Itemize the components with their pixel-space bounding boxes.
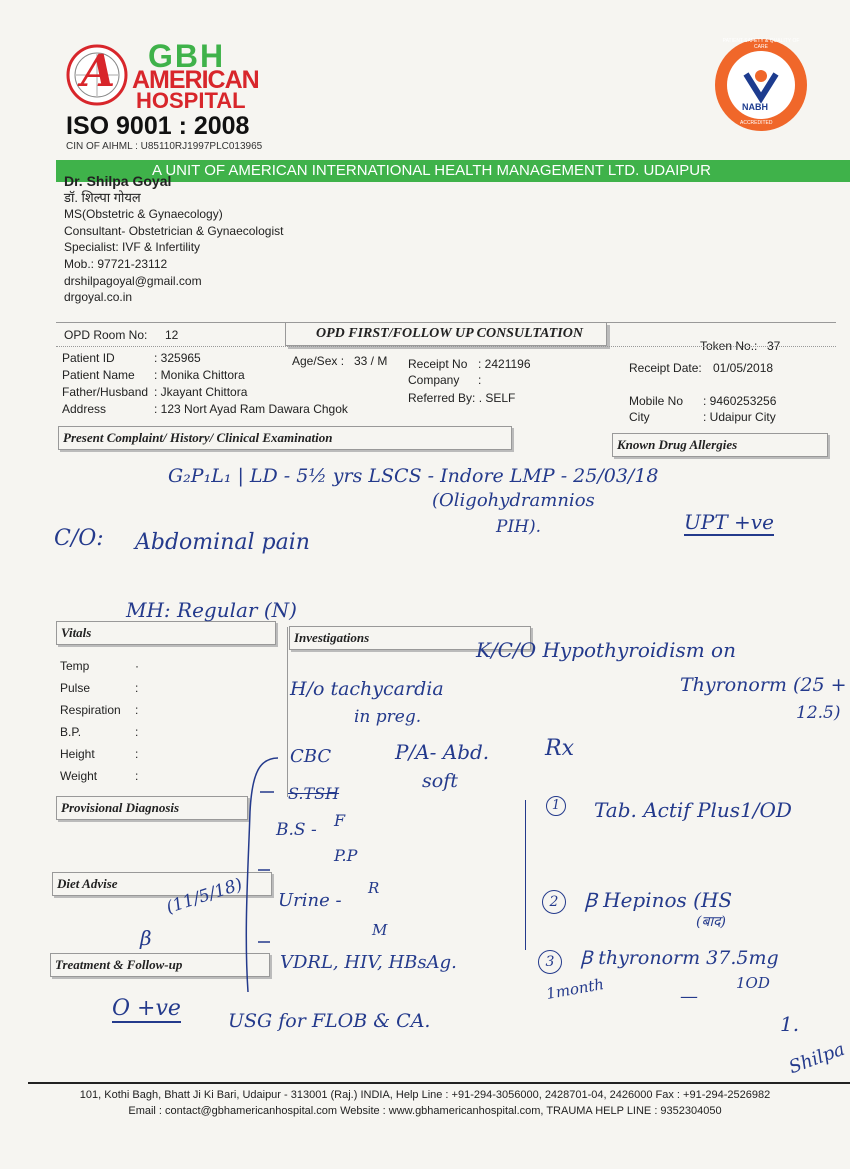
receipt-date-label: Receipt Date:	[629, 361, 702, 375]
hw-med3-num: 3	[538, 950, 562, 974]
hw-obs-history: G₂P₁L₁ | LD - 5½ yrs LSCS - Indore LMP - 25/03/18	[168, 465, 659, 487]
vital-sep: ·	[135, 659, 139, 673]
provisional-header: Provisional Diagnosis	[56, 796, 248, 820]
hw-med3-od: 1OD	[736, 974, 770, 992]
hw-med1: Tab. Actif Plus1/OD	[594, 798, 792, 822]
city-value: : Udaipur City	[703, 410, 776, 424]
hw-soft: soft	[422, 770, 458, 792]
hw-date-note: (11/5/18)	[163, 874, 245, 918]
vital-label: Respiration	[60, 703, 121, 717]
form-title-text: OPD FIRST/FOLLOW UP CONSULTATION	[316, 326, 583, 341]
doctor-email: drshilpagoyal@gmail.com	[64, 273, 202, 288]
hw-bs-f: F	[334, 811, 346, 830]
vital-label: Pulse	[60, 681, 91, 695]
age-sex-value: 33 / M	[354, 354, 388, 368]
token-value: 37	[767, 339, 781, 353]
footer-contact: Email : contact@gbhamericanhospital.com Website : www.gbhamericanhospital.com, TRAUMA HELP LINE : 9352304050	[128, 1105, 722, 1117]
cin-label: CIN OF AIHML : U85110RJ1997PLC013965	[66, 141, 263, 152]
hw-med2-hindi: (बाद)	[696, 914, 726, 930]
footer-address: 101, Kothi Bagh, Bhatt Ji Ki Bari, Udaipur - 313001 (Raj.) INDIA, Help Line : +91-294-3056000, 2428701-04, 2426000 Fax : +91-294-2526982	[79, 1089, 771, 1101]
doctor-name: Dr. Shilpa Goyal	[64, 173, 172, 189]
nabh-badge	[712, 36, 810, 134]
vital-sep: :	[135, 703, 139, 717]
vital-row	[60, 677, 139, 699]
complaint-header: Present Complaint/ History/ Clinical Examination	[58, 426, 512, 450]
vital-row	[60, 743, 139, 765]
patient-name-label: Patient Name	[62, 368, 135, 382]
patient-id-label: Patient ID	[62, 351, 115, 365]
referred-value: : . SELF	[472, 391, 516, 405]
hw-obs-history-2: (Oligohydramnios	[432, 490, 595, 511]
unit-banner-text: A UNIT OF AMERICAN INTERNATIONAL HEALTH MANAGEMENT LTD. UDAIPUR	[152, 162, 711, 179]
contact-block	[629, 393, 776, 425]
vital-sep: :	[135, 681, 139, 695]
address-label: Address	[62, 402, 107, 416]
logo-gbh: GBH	[148, 38, 226, 74]
mobile-label: Mobile No	[629, 394, 684, 408]
father-name: : Jkayant Chittora	[154, 385, 248, 399]
diet-header: Diet Advise	[52, 872, 272, 896]
hw-rx: Rx	[545, 736, 574, 761]
form-dotted-1	[56, 346, 836, 347]
hw-pa: P/A- Abd.	[395, 740, 490, 764]
nabh-ring-text: PATIENT SAFETY & QUALITY OF CARE	[722, 38, 800, 50]
company-label: Company	[408, 373, 460, 387]
doctor-info	[64, 173, 283, 306]
vital-label: B.P.	[60, 725, 82, 739]
opd-room-label: OPD Room No:	[64, 328, 148, 342]
logo-letter: A	[81, 46, 116, 97]
hw-beta: β	[140, 926, 152, 950]
hw-co: C/O:	[54, 526, 104, 551]
form-title	[285, 322, 607, 346]
vitals-header: Vitals	[56, 621, 276, 645]
rx-bracket	[525, 800, 526, 950]
vital-label: Temp	[60, 659, 90, 673]
doctor-qualification: MS(Obstetric & Gynaecology)	[64, 207, 223, 222]
footer-divider	[28, 1082, 850, 1084]
hw-one: 1.	[780, 1012, 800, 1036]
hw-kcio: K/C/O Hypothyroidism on	[476, 638, 736, 662]
hw-bs-pp: P.P	[334, 846, 358, 865]
hw-mh: MH: Regular (N)	[126, 598, 297, 622]
doctor-website: drgoyal.co.in	[64, 290, 133, 305]
address-value: : 123 Nort Ayad Ram Dawara Chgok	[154, 402, 348, 416]
hw-thyronorm: Thyronorm (25 +	[680, 674, 847, 696]
hw-cbc: CBC	[290, 746, 332, 767]
hw-one-month: 1month	[544, 975, 606, 1003]
hw-med1-num: 1	[546, 796, 566, 816]
company-value: :	[478, 373, 482, 387]
token-label: Token No.:	[700, 339, 758, 353]
hw-med2-num: 2	[542, 890, 566, 914]
patient-name: : Monika Chittora	[154, 368, 245, 382]
logo-american: AMERICAN	[132, 66, 259, 94]
hw-tachy-2: in preg.	[354, 707, 422, 727]
receipt-no-label: Receipt No	[408, 357, 468, 371]
logo-hospital: HOSPITAL	[136, 88, 246, 113]
vitals-list	[60, 655, 139, 787]
vital-row	[60, 699, 139, 721]
vital-sep: :	[135, 769, 139, 783]
hw-urine: Urine -	[278, 890, 342, 911]
investigations-header: Investigations	[289, 626, 531, 650]
hw-obs-history-3: PIH).	[496, 517, 542, 537]
hw-tachy: H/o tachycardia	[290, 678, 444, 700]
nabh-bottom-text: ACCREDITED	[740, 120, 773, 126]
hw-urine-r: R	[368, 879, 380, 897]
receipt-block	[408, 356, 531, 406]
vital-row	[60, 765, 139, 787]
mobile-value: : 9460253256	[703, 394, 777, 408]
hw-vdrl: VDRL, HIV, HBsAg.	[280, 952, 457, 973]
hw-med2: Ꞵ Hepinos (HS	[584, 888, 733, 912]
doctor-mobile: Mob.: 97721-23112	[64, 256, 168, 271]
opd-room-value: 12	[165, 328, 179, 342]
referred-label: Referred By	[408, 391, 473, 405]
iso-label: ISO 9001 : 2008	[66, 112, 250, 140]
hw-thyronorm-2: 12.5)	[796, 703, 841, 723]
vital-row	[60, 655, 139, 677]
hw-tsh: S.TSH	[288, 784, 340, 803]
hw-med3: Ꞵ thyronorm 37.5mg	[580, 947, 779, 969]
age-sex-label: Age/Sex :	[292, 354, 345, 368]
treatment-header: Treatment & Follow-up	[50, 953, 270, 977]
hw-co-text: Abdominal pain	[135, 530, 310, 555]
hw-upt: UPT +ve	[684, 510, 774, 534]
hw-o-tve: O +ve	[112, 996, 181, 1021]
footer	[0, 1087, 850, 1119]
city-label: City	[629, 410, 650, 424]
vital-row	[60, 721, 139, 743]
hw-bs: B.S -	[276, 820, 317, 840]
vital-sep: :	[135, 747, 139, 761]
patient-id: : 325965	[154, 351, 201, 365]
hw-usg: USG for FLOB & CA.	[228, 1010, 431, 1032]
father-label: Father/Husband	[62, 385, 149, 399]
doctor-name-hindi: डॉ. शिल्पा गोयल	[64, 189, 141, 205]
receipt-no: : 2421196	[478, 357, 531, 371]
hw-urine-m: M	[372, 921, 388, 939]
receipt-date: 01/05/2018	[713, 361, 774, 375]
hw-dash: —	[680, 986, 698, 1007]
doctor-specialist: Specialist: IVF & Infertility	[64, 240, 201, 255]
hospital-logo	[66, 38, 276, 154]
doctor-designation: Consultant- Obstetrician & Gynaecologist	[64, 223, 284, 238]
doctor-signature: Shilpa	[786, 1038, 848, 1079]
vital-label: Height	[60, 747, 95, 761]
allergies-header: Known Drug Allergies	[612, 433, 828, 457]
vital-label: Weight	[60, 769, 98, 783]
vital-sep: :	[135, 725, 139, 739]
nabh-text: NABH	[742, 102, 768, 112]
